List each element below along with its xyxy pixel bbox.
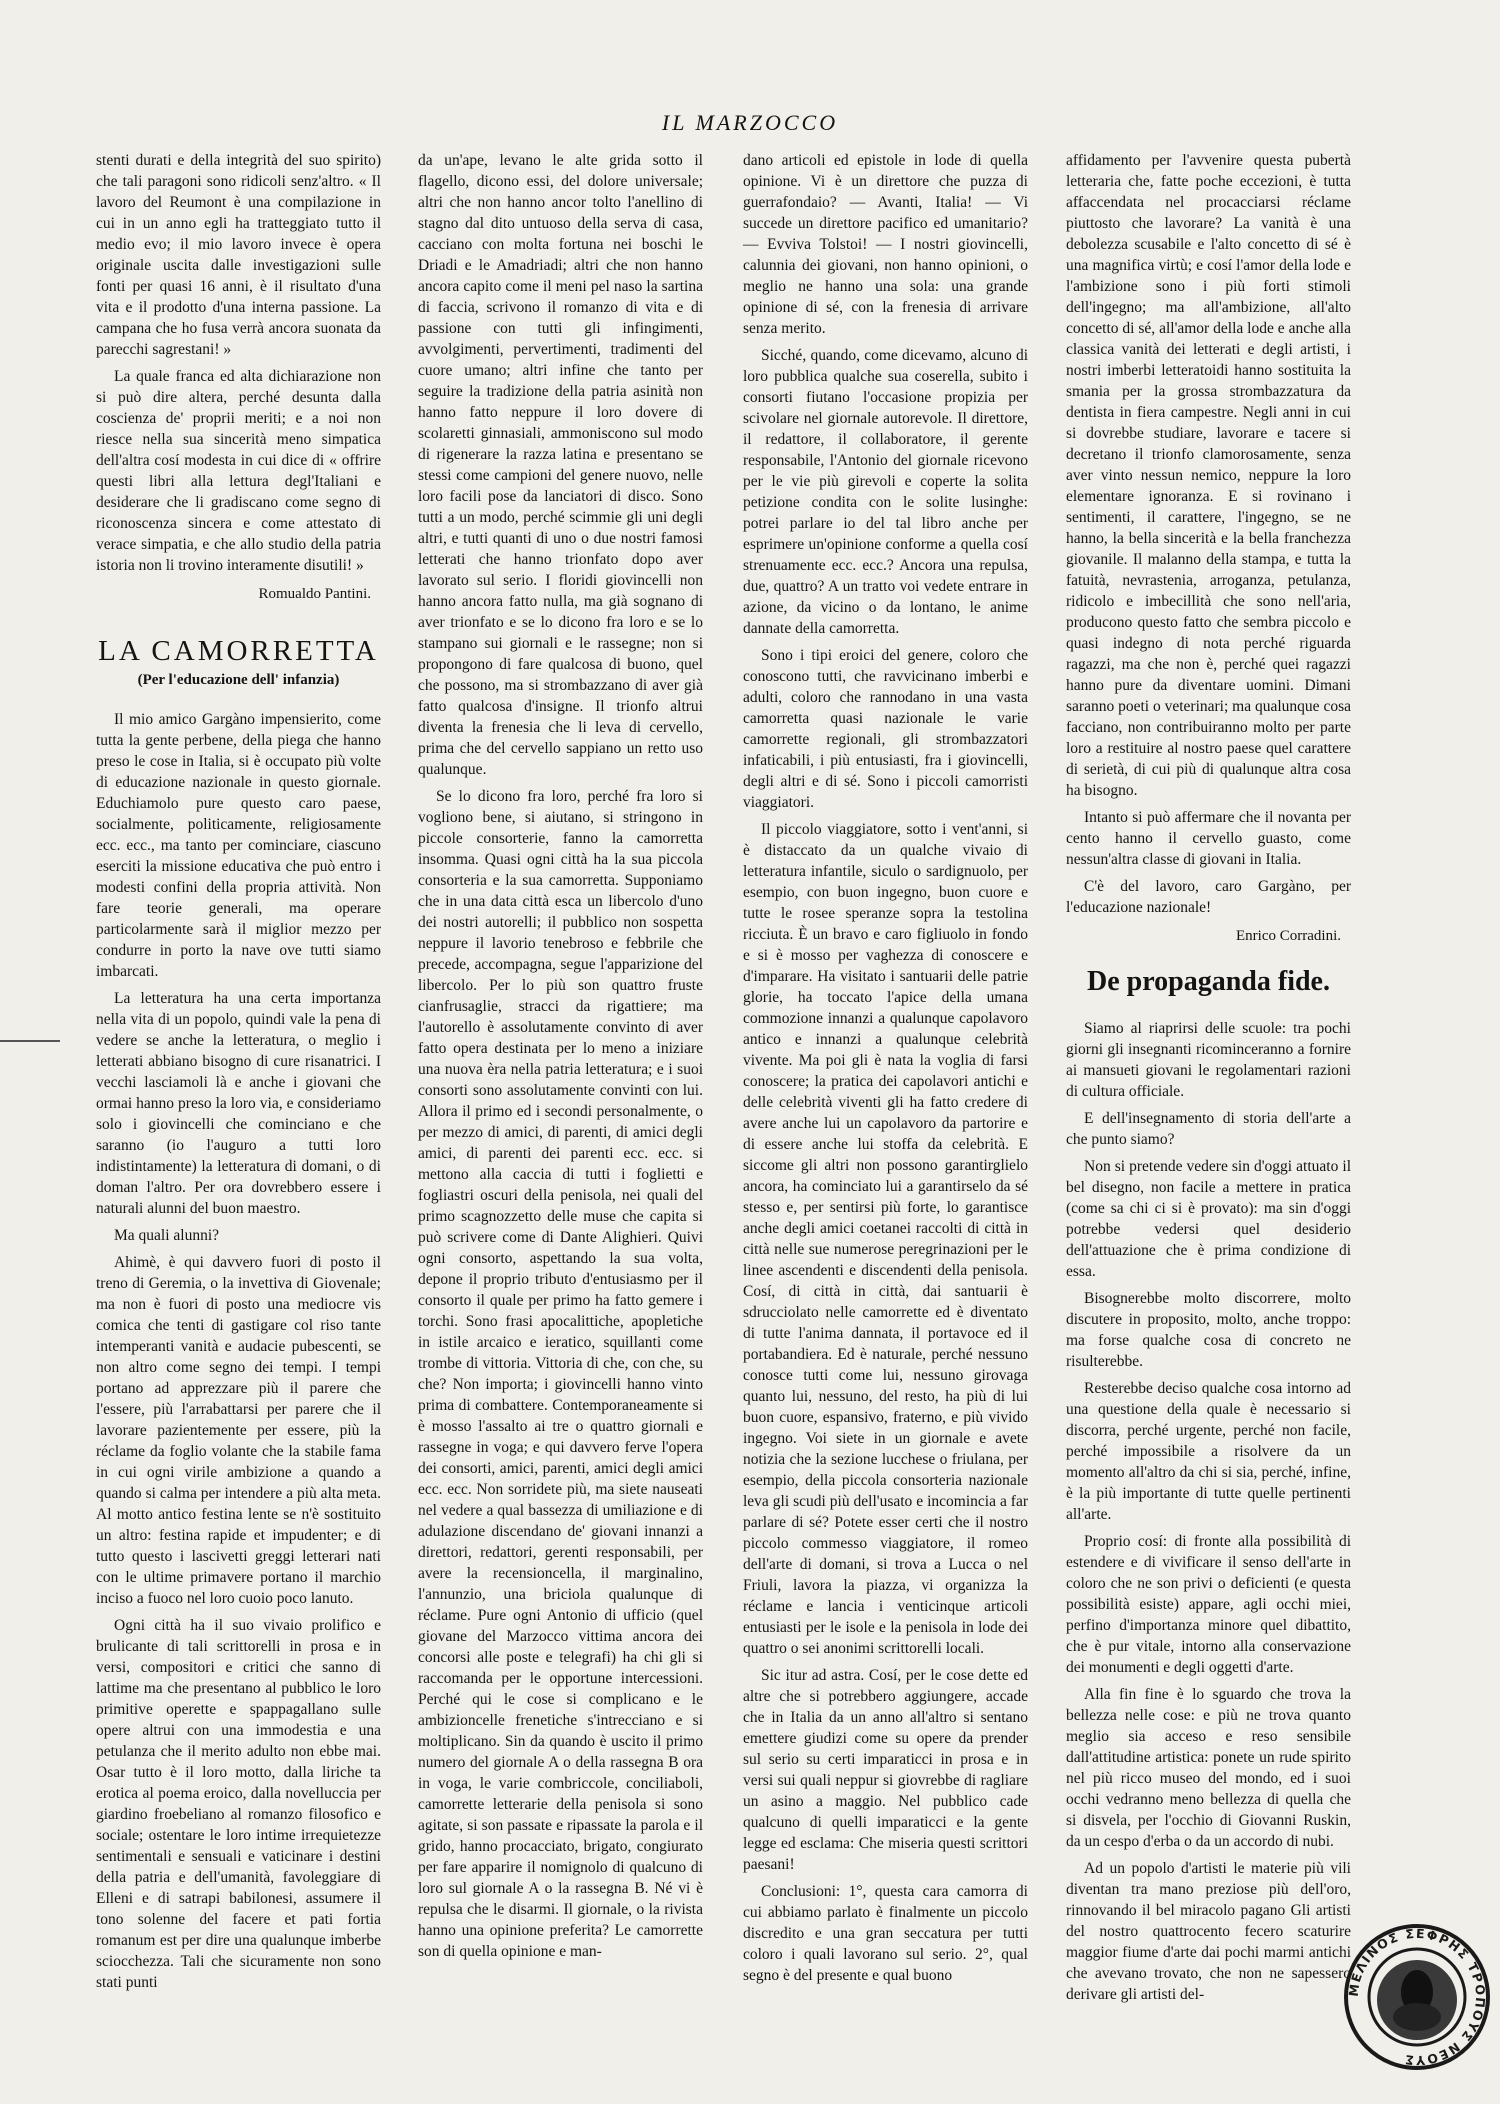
column-2 — [418, 150, 703, 1968]
paragraph: Ad un popolo d'artisti le materie più vili diventan tra mano preziose più dell'oro, rinnovando il bel miracolo pagano Gli artisti del nostro quattrocento fecero scaturire maggior fiume d'arte dai pochi marmi antichi che avevano trovato, che non ne sapessero derivare gli artisti del- — [1066, 1860, 1351, 2003]
paragraph: da un'ape, levano le alte grida sotto il flagello, dicono essi, del dolore universale; altri che non hanno ancor tolto l'anellino di stagno dal dito untuoso della serva di casa, cacciano con molta fortuna nei boschi le Driadi e le Amadriadi; altri che non hanno ancora capito come il meni pel naso la sartina di faccia, scrivono il romanzo di vita e di passione con tutti gli infingimenti, avvolgimenti, pervertimenti, tradimenti del cuore umano; altri infine che tanto per seguire la tradizione della patria asinità non hanno fatto neppure il loro dovere di scolaretti ginnasiali, ammoniscono sul modo di rigenerare la razza latina e presentano se stessi come campioni del genere nuovo, nelle loro facili pose da lanciatori di disco. Sono tutti a un modo, perché scimmie gli uni degli altri, e tutti quanti di uno o due nostri famosi letterati che hanno trionfato dopo aver lavorato sul serio. I floridi giovincelli non hanno ancora fatto nulla, ma già sognano di aver trionfato e se lo dicono fra loro e se lo stampano sui giornali e le rassegne; non si propongono di fare qualcosa di buono, quel che possono, ma si strombazzano di aver già fatto qualcosa d'insigne. Il trionfo altrui diventa la frenesia che li leva di cervello, prima che del cervello sappiano un retto uso qualunque. — [418, 152, 703, 778]
paragraph: Intanto si può affermare che il novanta per cento hanno il cervello guasto, come nessun'altra classe di giovani in Italia. — [1066, 809, 1351, 868]
paragraph: Sicché, quando, come dicevamo, alcuno di loro pubblica qualche sua coserella, subito i consorti fiutano l'occasione propizia per scivolare nel giornale autorevole. Il direttore, il redattore, il collaboratore, il gerente responsabile, l'Antonio del giornale ricevono per le vie più girevoli e coperte la solita petizione condita con le solite lusinghe: potrei parlare io del tal libro anche per esprimere un'opinione conforme a quella cosí strenuamente ecc. ecc.? Ancora una repulsa, due, quattro? A un tratto voi vedete entrare in azione, da vicino o da lontano, le anime dannate della camorretta. — [743, 347, 1028, 637]
author-signature: Enrico Corradini. — [1236, 928, 1341, 944]
scan-mark — [0, 1040, 60, 1042]
paragraph: Resterebbe deciso qualche cosa intorno ad una questione della quale è necessario si discorra, perché urgente, perché non facile, perché impossibile a risolvere da un momento all'altro da chi si sia, perché, infine, è la più importante di tutte quelle pertinenti all'arte. — [1066, 1380, 1351, 1523]
paragraph: Il mio amico Gargàno impensierito, come tutta la gente perbene, della piega che hanno preso le cose in Italia, si è occupato più volte di educazione nazionale in questo giornale. Educhiamolo pure questo caro paese, socialmente, politicamente, religiosamente ecc. ecc., ma tanto per cominciare, ciascuno eserciti la missione educativa che può entro i modesti confini della propria attività. Non fare teorie generali, ma operare particolarmente sarà il miglior mezzo per condurre in porto la nave ove tutti siamo imbarcati. — [96, 711, 381, 980]
paragraph: C'è del lavoro, caro Gargàno, per l'educazione nazionale! — [1066, 878, 1351, 916]
paragraph: Se lo dicono fra loro, perché fra loro si vogliono bene, si aiutano, si stringono in piccole consorterie, fanno la camorretta insomma. Quasi ogni città ha la sua piccola consorteria e la sua camorretta. Supponiamo che in una data città esca un libercolo d'uno dei nostri autorelli; il pubblico non sospetta neppure il lavorio tenebroso e febbrile che precede, accompagna, segue l'apparizione del libercolo. Per lo più son quattro fruste cianfrusaglie, stracci da rigattiere; ma l'autorello è assolutamente convinto di aver fatto opera destinata per lo meno a iniziare una nuova èra nella patria letteratura; e i suoi consorti sono assolutamente convinti con lui. Allora il primo ed i secondi personalmente, o per mezzo di amici, di parenti, di amici degli amici, di parenti dei parenti ecc. ecc. si mettono alla caccia di tutti i foglietti e fogliastri oscuri della penisola, nei quali del primo scagnozzetto delle muse che capita si può scrivere come di Dante Alighieri. Quivi ogni consorto, aspettando la sua volta, depone il proprio tributo d'entusiasmo per il consorto il quale per primo ha fatto gemere i torchi. Sono frasi apocalittiche, apopletiche in istile arcaico e ieratico, squillanti come trombe di vittoria. Vittoria di che, con che, su che? Non importa; i giovincelli hanno vinto prima di combattere. Contemporaneamente si è mosso l'assalto ai tre o quattro giornali e rassegne in voga; e qui davvero ferve l'opera dei consorti, amici, parenti, amici degli amici ecc. ecc. Non sorridete più, ma siete nauseati nel vedere a qual bassezza di umiliazione e di adulazione discendano de' giovani innanzi a direttori, redattori, gerenti responsabili, per avere la recensioncella, il marginalino, l'annunzio, una briciola qualunque di réclame. Pure ogni Antonio di ufficio (quel giovane del Marzocco vittima ancora dei concorsi alle poste e telegrafi) ha chi gli si raccomanda per le opportune intercessioni. Perché qui le cose si complicano e le ambizioncelle frenetiche s'intrecciano e si moltiplicano. Sin da quando è uscito il primo numero del giornale A o della rassegna B ora in voga, le varie combriccole, conciliaboli, camorrette letterarie della penisola si sono agitate, si son passate e ripassate la parola e il grido, hanno procacciato, brigato, congiurato per fare apparire il nomignolo di qualcuno di loro sul giornale A o la rassegna B. Né vi è repulsa che le disarmi. Il giornale, o la rivista hanno una opinione preferita? Le camorrette son di quella opinione e man- — [418, 788, 703, 1960]
article-title: De propaganda fide. — [1087, 966, 1330, 997]
paragraph: Ogni città ha il suo vivaio prolifico e brulicante di tali scrittorelli in prosa e in versi, compositori e critici che sanno di lattime ma che presentano al pubblico le loro primitive operette e spappagallano sulle opere altrui con una immodestia e una petulanza che il merito adulto non ebbe mai. Osar tutto è il loro motto, dalla liriche ta erotica al poema eroico, dalla novelluccia per giardino froebeliano al romanzo filosofico e sociale; ostentare le loro intime irrequietezze sentimentali e sensuali e vaticinare i destini della patria e dell'umanità, favoleggiare di Elleni e di satrapi babilonesi, assumere il tono solenne del facere et pati fortia romanum est per dire una qualunque imberbe sciocchezza. Tali che sicuramente non sono stati punti — [96, 1617, 381, 1991]
paragraph: La quale franca ed alta dichiarazione non si può dire altera, perché desunta dalla coscienza de' proprii meriti; e a noi non riesce nella sua sincerità meno simpatica dell'altra cosí modesta in cui dice di « offrire questi libri alla lettura degl'Italiani e desiderare che li gradiscano come segno di riconoscenza sincera e come attestato di verace simpatia, e che allo studio della patria istoria non li trovino interamente disutili! » — [96, 368, 381, 574]
paragraph: E dell'insegnamento di storia dell'arte a che punto siamo? — [1066, 1110, 1351, 1148]
library-stamp-icon — [1342, 1922, 1492, 2072]
paragraph: dano articoli ed epistole in lode di quella opinione. Vi è un direttore che puzza di guerrafondaio? — Avanti, Italia! — Vi succede un direttore pacifico ed umanitario? — Evviva Tolstoi! — I nostri giovincelli, calunnia dei giovani, non hanno opinioni, o meglio ne hanno una sola: una grande opinione di sé, con la frenesia di arrivare senza merito. — [743, 152, 1028, 337]
paragraph: Sono i tipi eroici del genere, coloro che conoscono tutti, che ravvicinano imberbi e adulti, coloro che rannodano in una vasta camorretta quasi nazionale le varie camorrette regionali, gli strombazzatori infaticabili, i più entusiasti, fra i giovincelli, degli altri e di sé. Sono i piccoli camorristi viaggiatori. — [743, 647, 1028, 811]
author-signature: Romualdo Pantini. — [258, 586, 371, 602]
paragraph: Il piccolo viaggiatore, sotto i vent'anni, si è distaccato da un qualche vivaio di letteratura infantile, siculo o sardignuolo, per esempio, con buon ingegno, buon cuore e tutte le rosee speranze sopra la testolina ricciuta. È un bravo e caro figliuolo in fondo e si è mosso per vaghezza di conoscere e d'imparare. Ha visitato i santuarii delle patrie glorie, ha toccato l'apice della umana commozione innanzi a qualunque capolavoro antico e innanzi a qualunque celebrità vivente. Ma poi gli è nata la voglia di farsi conoscere; la pratica dei capolavori antichi e delle celebrità viventi gli ha fatto credere di avere anche lui un capolavoro da partorire e di essere anche lui stoffa da celebrità. E siccome gli altri non possono garantirglielo ancora, ha cominciato lui a garantirselo da sé stesso e, per sentirsi più forte, lo garantisce anche degli amici coetanei raccolti di città in città nelle sue numerose peregrinazioni per le linee ascendenti e discendenti della penisola. Cosí, di città in città, dai santuarii è sdrucciolato nelle camorrette ed è diventato di tutte l'anima dannata, il portavoce ed il portabandiera. Ed è naturale, perché nessuno conosce tutti come lui, nessuno girovaga quanto lui, nessuno, del resto, ha più di lui buon cuore, espansivo, fraterno, e più vivido ingegno. Voi siete in un giornale e avete notizia che la sezione lucchese o friulana, per esempio, della piccola consorteria nazionale leva gli scudi più dell'usato e incomincia a far parlare di sé? Potete esser certi che il nostro piccolo commesso viaggiatore, il romeo dell'arte di domani, si trova a Lucca o nel Friuli, lavora la piazza, vi organizza la réclame e lancia i venticinque articoli entusiasti per le isole e la penisola in lode dei quattro o sei anonimi scrittorelli locali. — [743, 821, 1028, 1657]
paragraph: Conclusioni: 1°, questa cara camorra di cui abbiamo parlato è finalmente un piccolo discredito e una gran seccatura per tutti coloro i quali lavorano sul serio. 2°, qual segno è del presente e qual buono — [743, 1883, 1028, 1984]
paragraph: La letteratura ha una certa importanza nella vita di un popolo, quindi vale la pena di vedere se anche la letteratura, o meglio i letterati abbiano bisogno di cure risanatrici. I vecchi lasciamoli là e anche i giovani che ormai hanno preso la loro via, e consideriamo solo i giovincelli che cominciano e che saranno (io l'auguro a tutti loro indistintamente) la letteratura di domani, o di doman l'altro. Per ora dovrebbero essere i naturali alunni del buon maestro. — [96, 990, 381, 1217]
paragraph: Bisognerebbe molto discorrere, molto discutere in proposito, molto, anche troppo: ma forse qualche cosa di concreto ne risulterebbe. — [1066, 1290, 1351, 1370]
paragraph: affidamento per l'avvenire questa pubertà letteraria che, fatte poche eccezioni, è tutta affaccendata nel procacciarsi réclame piuttosto che lavorare? La vanità è una debolezza scusabile e l'alto concetto di sé è una magnifica virtù; e cosí l'amor della lode e l'ambizione sono i più forti stimoli dell'ingegno; ma all'ambizione, all'alto concetto di sé, all'amor della lode e anche alla classica vanità dei letterati e degli artisti, i nostri imberbi letteratoidi hanno sostituita la smania per la grossa strombazzatura da dentista in fiera campestre. Negli anni in cui si dovrebbe studiare, lavorare e tacere si decretano il trionfo clamorosamente, senza aver vinto nessun nemico, neppure la loro elementare ignoranza. E si rovinano i sentimenti, il carattere, l'ingegno, se ne hanno, la bella sincerità e la bella franchezza giovanile. Il malanno della stampa, e tutta la fatuità, nevrastenia, arroganza, petulanza, ridicolo e imbecillità che sono nell'aria, producono questo fatto che sembra piccolo e quasi indegno di nota perché riguarda ragazzi, ma che non è, perché quei ragazzi hanno pure da diventare uomini. Dimani saranno poeti o veterinari; ma qualunque cosa facciano, non contribuiranno molto per parte loro a restituire al nostro paese quel carattere di serietà, di cui più di qualunque altra cosa ha bisogno. — [1066, 152, 1351, 799]
column-3 — [743, 150, 1028, 1992]
paragraph: Ahimè, è qui davvero fuori di posto il treno di Geremia, o la invettiva di Giovenale; ma non è fuori di posto una mediocre vis comica che tenti di gastigare col riso tante intemperanti vanità e audacie pubescenti, se non altro come segno dei tempi. I tempi portano ad apprezzare più il parere che l'essere, più l'arrabattarsi per parere che il lavorare pazientemente per essere, più la réclame da foglio volante che la stabile fama in cui ogni virile ambizione a quando a quando si calma per intendere a più alta meta. Al motto antico festina lente se n'è sostituito un altro: festina rapide et impudenter; e di tutto questo i lascivetti greggi letterari nati con le ultime primavere portano il marchio inciso a fuoco nel loro cuoio poco lanuto. — [96, 1254, 381, 1607]
paragraph: Alla fin fine è lo sguardo che trova la bellezza nelle cose: e più ne trova quanto meglio sia acceso e reso sensibile dall'attitudine artistica: ponete un rude spirito nel più ricco museo del mondo, ed i suoi occhi vedranno meno bellezza di quella che si disvela, per l'occhio di Giovanni Ruskin, da un cespo d'erba o da un accordo di nubi. — [1066, 1686, 1351, 1850]
paragraph: stenti durati e della integrità del suo spirito) che tali paragoni sono ridicoli senz'altro. « Il lavoro del Reumont è una compilazione in cui in un anno egli ha tratteggiato tutto il medio evo; il mio lavoro invece è opera originale uscita dalle investigazioni sulle fonti per quasi 16 anni, è il risultato d'una vita e il prodotto d'una interna passione. La campana che ho fusa verrà ancora suonata da parecchi sagrestani! » — [96, 152, 381, 358]
article-title: LA CAMORRETTA — [98, 635, 379, 667]
running-head: IL MARZOCCO — [661, 110, 839, 135]
stamp-ring-text: ΜΕΛΙΝΟΣ ΣΕΦΡΗΣ ΤΡΟΠΟΥΣ ΝΕΟΥΣ — [1345, 1925, 1489, 2069]
column-4 — [1066, 150, 1351, 2011]
paragraph: Proprio cosí: di fronte alla possibilità di estendere e di vivificare il senso dell'arte in coloro che ne son privi o deficienti (e questa possibilità esiste) appare, agli occhi miei, perfino d'importanza minore quel dibattito, che è pur vitale, intorno alla conservazione dei monumenti e degli oggetti d'arte. — [1066, 1533, 1351, 1676]
paragraph: Ma quali alunni? — [114, 1227, 220, 1244]
column-1 — [96, 150, 381, 1999]
paragraph: Siamo al riaprirsi delle scuole: tra pochi giorni gli insegnanti ricominceranno a fornire ai mansueti giovani le regolamentari razioni di cultura officiale. — [1066, 1020, 1351, 1100]
article-subtitle: (Per l'educazione dell' infanzia) — [137, 672, 340, 688]
paragraph: Non si pretende vedere sin d'oggi attuato il bel disegno, non facile a mettere in pratica (come sa chi ci si è provato): ma sin d'oggi potrebbe vedersi quel desiderio dell'attuazione che è prima condizione di essa. — [1066, 1158, 1351, 1280]
paragraph: Sic itur ad astra. Cosí, per le cose dette ed altre che si potrebbero aggiungere, accade che in Italia da un anno all'altro si sentano emettere giudizi come su opere da prender sul serio su certi imparaticci in prosa e in versi sui quali neppur si giovrebbe di ragliare un asino a maggio. Nel pubblico cade qualcuno di quelli imparaticci e la gente legge ed esclama: Che miseria questi scrittori paesani! — [743, 1667, 1028, 1873]
